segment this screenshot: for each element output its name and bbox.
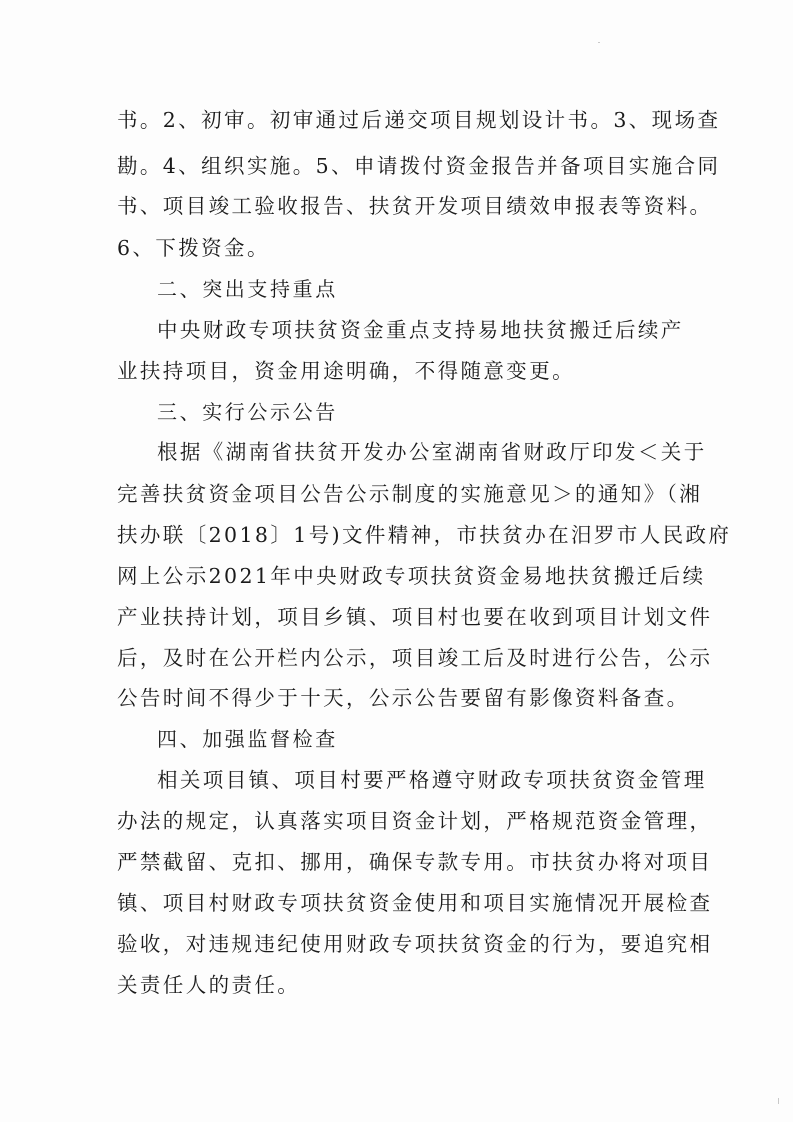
text-line-20: 镇、项目村财政专项扶贫资金使用和项目实施情况开展检查 xyxy=(117,891,713,915)
text-line-9: 根据《湖南省扶贫开发办公室湖南省财政厅印发＜关于 xyxy=(157,440,707,464)
text-line-21: 验收，对违规违纪使用财政专项扶贫资金的行为，要追究相 xyxy=(117,932,713,956)
text-line-6: 中央财政专项扶贫资金重点支持易地扶贫搬迁后续产 xyxy=(157,318,684,342)
section-heading-3: 三、实行公示公告 xyxy=(157,400,338,424)
text-line-1: 书。2、初审。初审通过后递交项目规划设计书。3、现场查 xyxy=(117,108,721,132)
text-line-22: 关责任人的责任。 xyxy=(117,973,301,997)
section-heading-4: 四、加强监督检查 xyxy=(157,727,338,751)
section-heading-2: 二、突出支持重点 xyxy=(157,277,338,301)
text-line-4: 6、下拨资金。 xyxy=(117,236,270,260)
text-line-19: 严禁截留、克扣、挪用，确保专款专用。市扶贫办将对项目 xyxy=(117,850,713,874)
text-line-12: 网上公示2021年中央财政专项扶贫资金易地扶贫搬迁后续 xyxy=(117,564,706,588)
text-line-14: 后，及时在公开栏内公示，项目竣工后及时进行公告，公示 xyxy=(117,646,713,670)
scan-speck xyxy=(778,1098,779,1104)
text-line-13: 产业扶持计划，项目乡镇、项目村也要在收到项目计划文件 xyxy=(117,605,713,629)
text-line-7: 业扶持项目，资金用途明确，不得随意变更。 xyxy=(117,359,575,383)
scan-speck xyxy=(598,42,600,43)
text-line-2: 勘。4、组织实施。5、申请拨付资金报告并备项目实施合同 xyxy=(117,154,721,178)
text-line-15: 公告时间不得少于十天，公示公告要留有影像资料备查。 xyxy=(117,686,690,710)
text-line-10: 完善扶贫资金项目公告公示制度的实施意见＞的通知》（湘 xyxy=(117,482,703,506)
text-line-17: 相关项目镇、项目村要严格遵守财政专项扶贫资金管理 xyxy=(157,768,707,792)
text-line-3: 书、项目竣工验收报告、扶贫开发项目绩效申报表等资料。 xyxy=(117,194,713,218)
text-line-18: 办法的规定，认真落实项目资金计划，严格规范资金管理， xyxy=(117,809,713,833)
text-line-11: 扶办联〔2018〕1号)文件精神，市扶贫办在汨罗市人民政府 xyxy=(117,523,732,547)
